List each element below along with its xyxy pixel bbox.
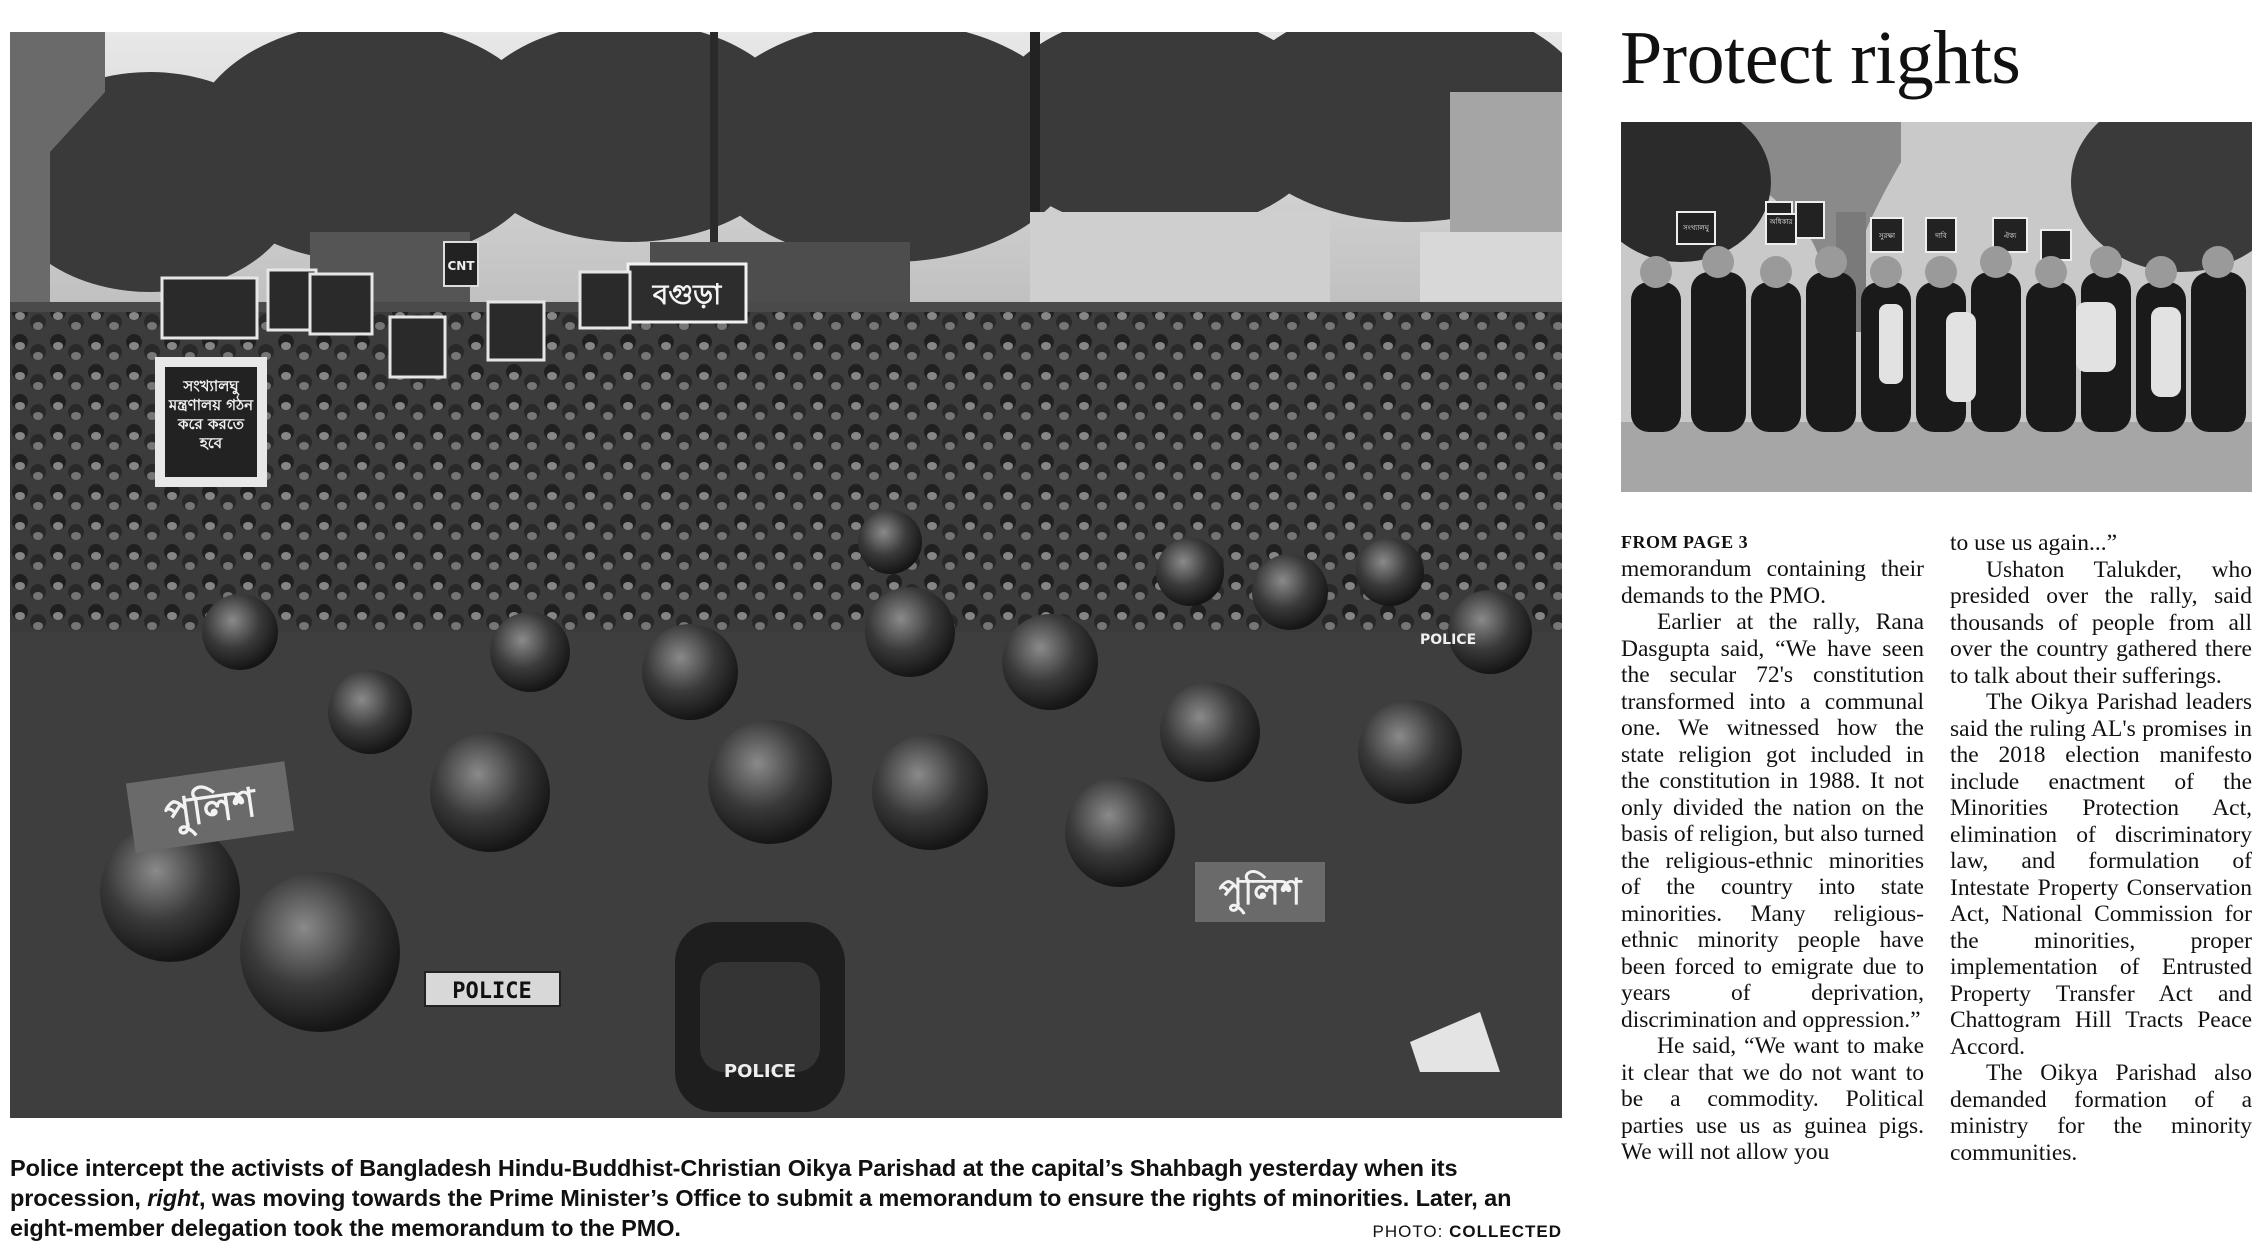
police-vest-en bbox=[425, 972, 560, 1006]
inset-sign-label-4: দাবি bbox=[1935, 232, 1947, 240]
inset-sign-label-1: সংখ্যালঘু bbox=[1683, 224, 1709, 232]
caption-text-part1: Police intercept the activists of Bangladesh Hindu-Buddhist-Christian Oikya Parishad at the capital’s Shahbagh yesterday when its procession, bbox=[10, 1155, 1458, 1211]
caption-text-part2: , was moving towards the Prime Minister’s Office to submit a memorandum to ensure the rights of minorities. Later, an eight-member delegation took the memorandum to the PMO. bbox=[10, 1185, 1512, 1241]
sign-left-text: সংখ্যালঘু মন্ত্রণালয় গঠন করে করতে হবে bbox=[168, 377, 254, 452]
inset-procession-photo bbox=[1621, 122, 2252, 492]
main-news-photo bbox=[10, 32, 1562, 1118]
photo-credit bbox=[1373, 1222, 1563, 1242]
protest-sign-bogura bbox=[628, 264, 746, 322]
vest-text-bn-1: পুলিশ bbox=[161, 779, 260, 839]
sign-bogura-text: বগুড়া bbox=[652, 278, 722, 311]
photo-caption bbox=[10, 1153, 1562, 1243]
photo-credit-value: COLLECTED bbox=[1449, 1222, 1562, 1241]
col1-paragraph-3: He said, “We want to make it clear that we do not want to be a commodity. Political parties use us as guinea pigs. We will not allow you bbox=[1621, 1033, 1924, 1165]
col1-paragraph-1: memorandum containing their demands to the PMO. bbox=[1621, 556, 1924, 609]
photo-credit-label: PHOTO: bbox=[1372, 1222, 1444, 1241]
backpack-label: POLICE bbox=[723, 1061, 797, 1082]
protest-sign-left bbox=[155, 357, 267, 487]
article-column-2 bbox=[1950, 530, 2252, 1166]
caption-text-italic: right bbox=[147, 1185, 199, 1211]
sign-cnt-text: CNT bbox=[447, 259, 475, 273]
inset-sign-label-5: ঐক্য bbox=[2003, 232, 2017, 240]
col2-paragraph-4: The Oikya Parishad also demanded formation of a ministry for the minority communities. bbox=[1950, 1060, 2252, 1166]
col2-paragraph-1: to use us again...” bbox=[1950, 530, 2118, 556]
helmet-label: POLICE bbox=[1420, 632, 1477, 648]
inset-sign-label-2: অধিকার bbox=[1769, 218, 1793, 226]
article-column-1 bbox=[1621, 530, 1924, 1166]
vest-text-en: POLICE bbox=[452, 979, 532, 1004]
inset-marchers bbox=[1631, 246, 2246, 432]
inset-sign-label-3: সুরক্ষা bbox=[1878, 232, 1896, 240]
article-headline: Protect rights bbox=[1620, 16, 2021, 100]
col2-paragraph-3: The Oikya Parishad leaders said the ruling AL's promises in the 2018 election manifesto include enactment of the Minorities Protection Act, elimination of discriminatory law, and formulation of Intestate Property Conservation Act, National Commission for the minorities, proper implementation of Entrusted Property Transfer Act and Chattogram Hill Tracts Peace Accord. bbox=[1950, 689, 2252, 1060]
police-backpack bbox=[675, 922, 845, 1112]
col2-paragraph-2: Ushaton Talukder, who presided over the rally, said thousands of people from all over the country gathered there to talk about their sufferings. bbox=[1950, 556, 2252, 689]
vest-text-bn-2: পুলিশ bbox=[1218, 872, 1302, 913]
from-page-label: FROM PAGE 3 bbox=[1621, 532, 1749, 552]
protest-sign-cnt bbox=[444, 242, 478, 286]
police-vest-bn-2 bbox=[1195, 862, 1325, 922]
col1-paragraph-2: Earlier at the rally, Rana Dasgupta said, “We have seen the secular 72's constitution transformed into a communal one. We witnessed how the state religion got included in the constitution in 1988. It not only divided the nation on the basis of religion, but also turned the religious-ethnic minorities of the country into state minorities. Many religious-ethnic minority people have been forced to emigrate due to years of deprivation, discrimination and oppression.” bbox=[1621, 609, 1924, 1033]
